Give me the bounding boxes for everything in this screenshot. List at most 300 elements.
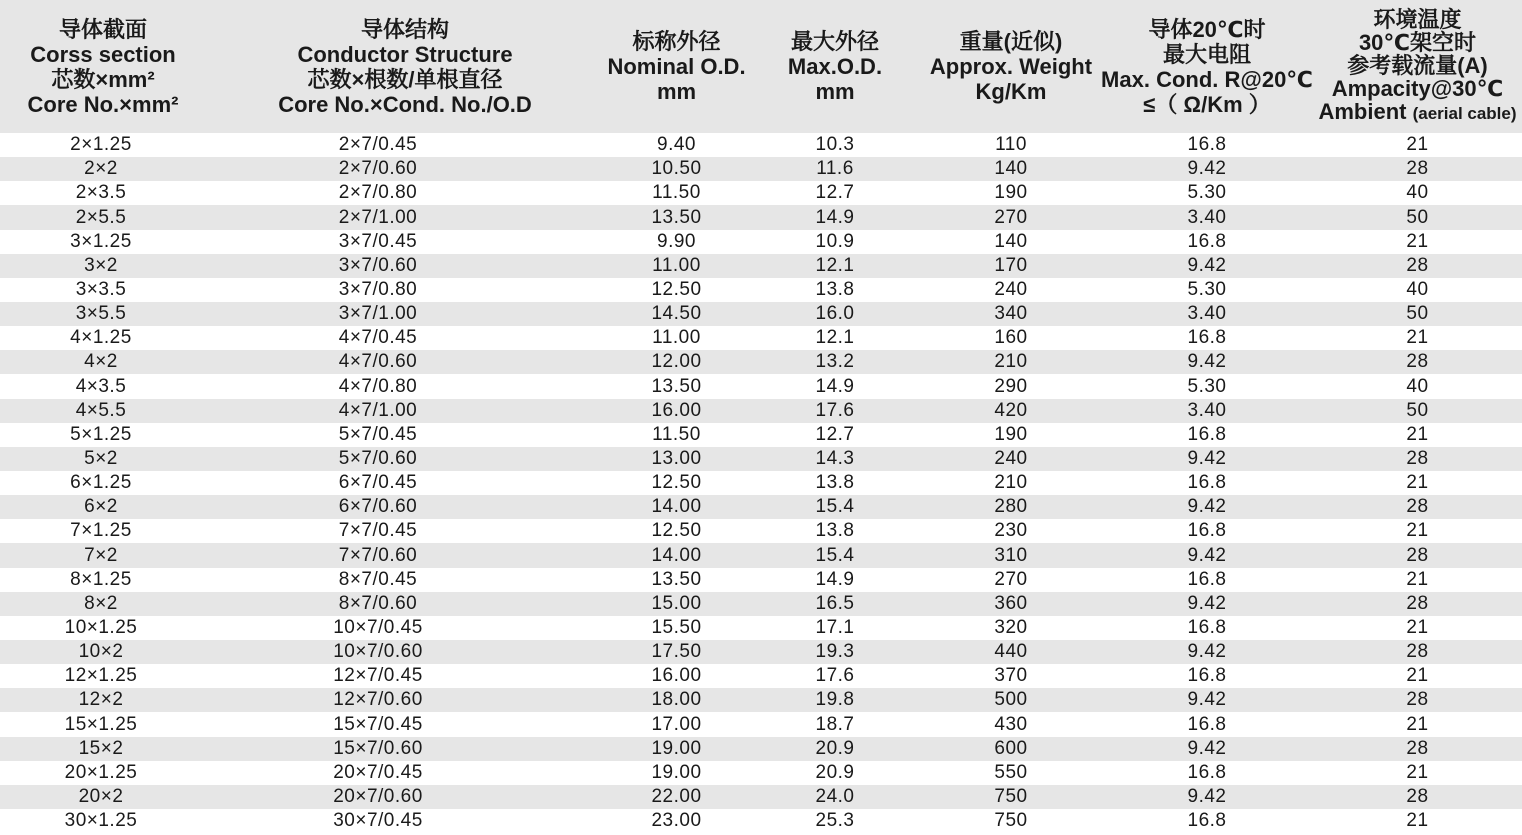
header-line: Kg/Km — [975, 79, 1047, 104]
resistance-cell: 3.40 — [1187, 206, 1227, 228]
weight-cell: 290 — [994, 375, 1028, 397]
nominal-od-cell: 9.40 — [657, 134, 696, 156]
table-header — [0, 0, 1522, 133]
conductor-structure-cell-text: 30×7/0.45 — [333, 810, 423, 832]
nominal-od-cell: 22.00 — [651, 785, 702, 807]
cross-section-cell-text: 4×1.25 — [70, 327, 132, 349]
max-od-cell: 17.6 — [815, 399, 855, 421]
header-line-ambient: Ambient — [1318, 99, 1407, 124]
conductor-structure-cell-text: 8×7/0.60 — [338, 592, 418, 614]
cross-section-cell — [0, 326, 206, 350]
max-od-cell: 10.9 — [815, 230, 855, 252]
weight-cell: 550 — [994, 761, 1028, 783]
conductor-structure-cell-text: 2×7/1.00 — [338, 206, 418, 228]
header-line — [1313, 100, 1522, 125]
nominal-od-cell: 11.50 — [652, 423, 701, 445]
nominal-od-cell: 11.00 — [652, 327, 701, 349]
weight-cell: 430 — [994, 713, 1028, 735]
table-row — [0, 230, 1522, 254]
conductor-structure-cell — [206, 616, 604, 640]
resistance-cell: 3.40 — [1187, 399, 1227, 421]
ampacity-cell: 21 — [1406, 713, 1429, 735]
header-line: 芯数×根数/单根直径 — [307, 66, 503, 92]
cross-section-cell — [0, 302, 206, 326]
header-line-aerial: (aerial cable) — [1412, 104, 1517, 123]
header-line: 导体结构 — [360, 16, 449, 42]
table-row — [0, 568, 1522, 592]
table-row — [0, 157, 1522, 181]
resistance-cell: 3.40 — [1187, 303, 1227, 325]
table-row — [0, 737, 1522, 761]
table-row — [0, 350, 1522, 374]
table-row — [0, 471, 1522, 495]
weight-cell: 500 — [994, 689, 1028, 711]
nominal-od-cell: 16.00 — [651, 665, 702, 687]
conductor-structure-cell-text: 5×7/0.60 — [338, 447, 418, 469]
cross-section-cell — [0, 616, 206, 640]
nominal-od-cell: 17.00 — [651, 713, 702, 735]
resistance-cell: 5.30 — [1187, 278, 1227, 300]
cross-section-cell-text: 15×2 — [78, 737, 124, 759]
cross-section-cell-text: 8×2 — [84, 592, 118, 614]
max-od-cell: 17.6 — [815, 665, 855, 687]
header-line: ≤（ Ω/Km ） — [1143, 91, 1271, 117]
nominal-od-cell: 19.00 — [651, 737, 702, 759]
cross-section-cell — [0, 809, 206, 833]
table-row — [0, 809, 1522, 833]
conductor-structure-cell — [206, 761, 604, 785]
weight-cell: 270 — [994, 568, 1028, 590]
max-od-cell: 14.9 — [815, 568, 855, 590]
weight-cell: 170 — [994, 254, 1028, 276]
weight-cell: 190 — [994, 182, 1028, 204]
ampacity-cell: 21 — [1406, 520, 1429, 542]
weight-cell: 600 — [994, 737, 1028, 759]
max-od-cell: 14.9 — [815, 206, 855, 228]
max-od-cell: 13.8 — [815, 520, 855, 542]
cross-section-cell — [0, 543, 206, 567]
header-conductor-structure — [206, 0, 604, 133]
max-od-cell: 15.4 — [815, 544, 855, 566]
table-row — [0, 592, 1522, 616]
ampacity-cell: 40 — [1406, 182, 1429, 204]
conductor-structure-cell-text: 6×7/0.60 — [338, 496, 418, 518]
max-od-cell: 24.0 — [815, 785, 855, 807]
nominal-od-cell: 12.50 — [651, 472, 702, 494]
resistance-cell: 16.8 — [1187, 327, 1227, 349]
conductor-structure-cell — [206, 230, 604, 254]
conductor-structure-cell-text: 4×7/0.80 — [338, 375, 418, 397]
cross-section-cell-text: 2×2 — [84, 158, 118, 180]
conductor-structure-cell-text: 4×7/0.45 — [338, 327, 418, 349]
ampacity-cell: 21 — [1406, 472, 1429, 494]
ampacity-cell: 21 — [1406, 616, 1429, 638]
cross-section-cell — [0, 664, 206, 688]
table-row — [0, 616, 1522, 640]
cross-section-cell — [0, 737, 206, 761]
cross-section-cell — [0, 157, 206, 181]
table-row — [0, 688, 1522, 712]
cross-section-cell — [0, 761, 206, 785]
table-row — [0, 133, 1522, 157]
weight-cell: 360 — [994, 592, 1028, 614]
resistance-cell: 9.42 — [1187, 641, 1227, 663]
max-od-cell: 16.5 — [815, 592, 855, 614]
cross-section-cell-text: 8×1.25 — [70, 568, 132, 590]
max-od-cell: 25.3 — [815, 810, 855, 832]
header-approx-weight — [921, 0, 1101, 133]
header-nominal-od — [604, 0, 749, 133]
cross-section-cell-text: 4×2 — [84, 351, 118, 373]
table-row — [0, 254, 1522, 278]
conductor-structure-cell-text: 7×7/0.60 — [338, 544, 418, 566]
conductor-structure-cell — [206, 423, 604, 447]
conductor-structure-cell — [206, 809, 604, 833]
max-od-cell: 12.7 — [815, 182, 855, 204]
resistance-cell: 9.42 — [1187, 737, 1227, 759]
max-od-cell: 12.1 — [815, 327, 855, 349]
conductor-structure-cell — [206, 785, 604, 809]
table-row — [0, 447, 1522, 471]
conductor-structure-cell — [206, 664, 604, 688]
conductor-structure-cell — [206, 712, 604, 736]
header-line: Core No.×mm² — [27, 91, 179, 117]
cross-section-cell-text: 7×2 — [84, 544, 118, 566]
conductor-structure-cell — [206, 205, 604, 229]
max-od-cell: 10.3 — [815, 134, 855, 156]
ampacity-cell: 28 — [1406, 496, 1429, 518]
header-line: 标称外径 — [632, 29, 721, 54]
ampacity-cell: 28 — [1406, 254, 1429, 276]
conductor-structure-cell — [206, 688, 604, 712]
header-line: mm — [656, 79, 697, 104]
resistance-cell: 16.8 — [1187, 230, 1227, 252]
conductor-structure-cell — [206, 543, 604, 567]
nominal-od-cell: 16.00 — [651, 399, 702, 421]
header-line: 导体截面 — [58, 16, 147, 42]
cross-section-cell-text: 12×2 — [78, 689, 124, 711]
conductor-structure-cell — [206, 278, 604, 302]
cross-section-cell-text: 5×2 — [84, 447, 118, 469]
table-row — [0, 519, 1522, 543]
weight-cell: 750 — [994, 785, 1028, 807]
resistance-cell: 9.42 — [1187, 544, 1227, 566]
ampacity-cell: 21 — [1406, 134, 1429, 156]
conductor-structure-cell-text: 6×7/0.45 — [338, 472, 418, 494]
conductor-structure-cell — [206, 181, 604, 205]
conductor-structure-cell-text: 15×7/0.60 — [333, 737, 423, 759]
cross-section-cell — [0, 133, 206, 157]
header-line: Approx. Weight — [929, 54, 1093, 79]
nominal-od-cell: 13.50 — [651, 375, 702, 397]
conductor-structure-cell — [206, 157, 604, 181]
cross-section-cell-text: 6×1.25 — [70, 472, 132, 494]
ampacity-cell: 28 — [1406, 592, 1429, 614]
nominal-od-cell: 14.50 — [651, 303, 702, 325]
nominal-od-cell: 11.00 — [652, 254, 701, 276]
table-row — [0, 712, 1522, 736]
ampacity-cell: 21 — [1406, 230, 1429, 252]
conductor-structure-cell — [206, 495, 604, 519]
nominal-od-cell: 9.90 — [657, 230, 696, 252]
header-line: 芯数×mm² — [51, 66, 155, 92]
cross-section-cell-text: 2×5.5 — [75, 206, 127, 228]
header-line: Ampacity@30℃ — [1331, 76, 1504, 101]
cross-section-cell-text: 2×3.5 — [75, 182, 127, 204]
conductor-structure-cell-text: 2×7/0.60 — [338, 158, 418, 180]
resistance-cell: 16.8 — [1187, 665, 1227, 687]
weight-cell: 240 — [994, 278, 1028, 300]
ampacity-cell: 21 — [1406, 761, 1429, 783]
ampacity-cell: 28 — [1406, 447, 1429, 469]
resistance-cell: 16.8 — [1187, 423, 1227, 445]
weight-cell: 750 — [994, 810, 1028, 832]
cross-section-cell — [0, 205, 206, 229]
cross-section-cell — [0, 447, 206, 471]
ampacity-cell: 40 — [1406, 375, 1429, 397]
weight-cell: 270 — [994, 206, 1028, 228]
max-od-cell: 14.3 — [815, 447, 855, 469]
conductor-structure-cell — [206, 737, 604, 761]
conductor-structure-cell — [206, 350, 604, 374]
weight-cell: 340 — [994, 303, 1028, 325]
cross-section-cell-text: 20×1.25 — [64, 761, 138, 783]
resistance-cell: 16.8 — [1187, 761, 1227, 783]
max-od-cell: 16.0 — [815, 303, 855, 325]
cross-section-cell — [0, 254, 206, 278]
conductor-structure-cell — [206, 326, 604, 350]
table-row — [0, 761, 1522, 785]
cross-section-cell-text: 20×2 — [78, 785, 124, 807]
cross-section-cell — [0, 399, 206, 423]
nominal-od-cell: 13.50 — [651, 206, 702, 228]
weight-cell: 140 — [994, 158, 1028, 180]
nominal-od-cell: 17.50 — [651, 641, 702, 663]
conductor-structure-cell-text: 2×7/0.45 — [338, 134, 418, 156]
ampacity-cell: 28 — [1406, 785, 1429, 807]
resistance-cell: 9.42 — [1187, 351, 1227, 373]
header-max-od — [749, 0, 921, 133]
resistance-cell: 9.42 — [1187, 158, 1227, 180]
resistance-cell: 16.8 — [1187, 810, 1227, 832]
weight-cell: 370 — [994, 665, 1028, 687]
header-line: 30℃架空时 — [1358, 30, 1477, 55]
cross-section-cell — [0, 712, 206, 736]
max-od-cell: 20.9 — [815, 761, 855, 783]
table-row — [0, 640, 1522, 664]
table-body — [0, 133, 1522, 833]
ampacity-cell: 28 — [1406, 158, 1429, 180]
cross-section-cell-text: 4×5.5 — [75, 399, 127, 421]
header-line: 参考载流量(A) — [1347, 53, 1488, 78]
cross-section-cell — [0, 423, 206, 447]
conductor-structure-cell — [206, 254, 604, 278]
max-od-cell: 15.4 — [815, 496, 855, 518]
cross-section-cell-text: 5×1.25 — [70, 423, 132, 445]
weight-cell: 110 — [995, 134, 1027, 156]
max-od-cell: 20.9 — [815, 737, 855, 759]
table-row — [0, 664, 1522, 688]
cross-section-cell-text: 12×1.25 — [64, 665, 138, 687]
conductor-structure-cell-text: 3×7/0.80 — [338, 278, 418, 300]
header-line: 重量(近似) — [959, 29, 1063, 54]
table-row — [0, 785, 1522, 809]
header-row — [0, 0, 1522, 133]
conductor-structure-cell-text: 10×7/0.60 — [333, 641, 423, 663]
cross-section-cell-text: 10×1.25 — [64, 616, 138, 638]
conductor-structure-cell-text: 3×7/1.00 — [338, 303, 418, 325]
nominal-od-cell: 14.00 — [651, 496, 702, 518]
cross-section-cell — [0, 230, 206, 254]
max-od-cell: 13.2 — [815, 351, 855, 373]
header-max-resistance — [1101, 0, 1313, 133]
weight-cell: 240 — [994, 447, 1028, 469]
ampacity-cell: 28 — [1406, 689, 1429, 711]
ampacity-cell: 28 — [1406, 351, 1429, 373]
conductor-structure-cell — [206, 374, 604, 398]
cross-section-cell — [0, 688, 206, 712]
nominal-od-cell: 15.50 — [651, 616, 702, 638]
ampacity-cell: 28 — [1406, 737, 1429, 759]
weight-cell: 230 — [994, 520, 1028, 542]
conductor-structure-cell — [206, 592, 604, 616]
cross-section-cell — [0, 471, 206, 495]
resistance-cell: 9.42 — [1187, 254, 1227, 276]
table-row — [0, 543, 1522, 567]
resistance-cell: 16.8 — [1187, 568, 1227, 590]
conductor-structure-cell — [206, 399, 604, 423]
table-row — [0, 302, 1522, 326]
resistance-cell: 9.42 — [1187, 496, 1227, 518]
nominal-od-cell: 11.50 — [652, 182, 701, 204]
conductor-structure-cell-text: 3×7/0.45 — [338, 230, 418, 252]
max-od-cell: 19.3 — [815, 641, 855, 663]
resistance-cell: 16.8 — [1187, 134, 1227, 156]
header-line: 最大外径 — [790, 29, 879, 54]
nominal-od-cell: 12.00 — [651, 351, 702, 373]
max-od-cell: 11.6 — [816, 158, 854, 180]
cross-section-cell — [0, 519, 206, 543]
conductor-structure-cell — [206, 640, 604, 664]
header-line: mm — [815, 79, 855, 104]
table-row — [0, 278, 1522, 302]
header-line: Max.O.D. — [787, 54, 883, 79]
conductor-structure-cell-text: 2×7/0.80 — [338, 182, 418, 204]
ampacity-cell: 50 — [1406, 206, 1429, 228]
cross-section-cell — [0, 181, 206, 205]
cross-section-cell-text: 30×1.25 — [64, 810, 138, 832]
conductor-structure-cell — [206, 519, 604, 543]
table-row — [0, 181, 1522, 205]
conductor-structure-cell-text: 5×7/0.45 — [338, 423, 418, 445]
conductor-structure-cell-text: 20×7/0.45 — [333, 761, 423, 783]
conductor-structure-cell-text: 4×7/0.60 — [338, 351, 418, 373]
cross-section-cell — [0, 278, 206, 302]
conductor-structure-cell-text: 15×7/0.45 — [333, 713, 423, 735]
conductor-structure-cell-text: 4×7/1.00 — [338, 399, 418, 421]
conductor-structure-cell-text: 10×7/0.45 — [333, 616, 423, 638]
conductor-structure-cell — [206, 568, 604, 592]
resistance-cell: 16.8 — [1187, 472, 1227, 494]
max-od-cell: 12.7 — [815, 423, 855, 445]
cross-section-cell — [0, 495, 206, 519]
cross-section-cell-text: 4×3.5 — [75, 375, 127, 397]
header-line: Conductor Structure — [297, 41, 513, 67]
cross-section-cell — [0, 640, 206, 664]
header-line: 最大电阻 — [1162, 41, 1251, 67]
weight-cell: 280 — [994, 496, 1028, 518]
max-od-cell: 14.9 — [815, 375, 855, 397]
header-line: 环境温度 — [1373, 7, 1462, 32]
ampacity-cell: 50 — [1406, 303, 1429, 325]
conductor-structure-cell — [206, 471, 604, 495]
nominal-od-cell: 15.00 — [651, 592, 702, 614]
weight-cell: 210 — [994, 351, 1028, 373]
ampacity-cell: 40 — [1406, 278, 1429, 300]
header-line: Corss section — [30, 41, 176, 67]
conductor-structure-cell — [206, 447, 604, 471]
nominal-od-cell: 19.00 — [651, 761, 702, 783]
max-od-cell: 12.1 — [815, 254, 855, 276]
cross-section-cell-text: 2×1.25 — [70, 134, 132, 156]
cross-section-cell-text: 3×1.25 — [70, 230, 132, 252]
table-row — [0, 423, 1522, 447]
header-ampacity — [1313, 0, 1522, 133]
nominal-od-cell: 13.50 — [651, 568, 702, 590]
nominal-od-cell: 13.00 — [651, 447, 702, 469]
cross-section-cell-text: 7×1.25 — [70, 520, 132, 542]
conductor-structure-cell — [206, 302, 604, 326]
nominal-od-cell: 18.00 — [651, 689, 702, 711]
header-cross-section — [0, 0, 206, 133]
header-line: Nominal O.D. — [607, 54, 746, 79]
max-od-cell: 13.8 — [815, 472, 855, 494]
cross-section-cell-text: 3×3.5 — [75, 278, 127, 300]
resistance-cell: 16.8 — [1187, 616, 1227, 638]
ampacity-cell: 21 — [1406, 665, 1429, 687]
header-line: 导体20℃时 — [1148, 16, 1266, 42]
weight-cell: 140 — [994, 230, 1028, 252]
ampacity-cell: 21 — [1406, 568, 1429, 590]
weight-cell: 160 — [994, 327, 1028, 349]
nominal-od-cell: 10.50 — [651, 158, 702, 180]
table-row — [0, 495, 1522, 519]
resistance-cell: 9.42 — [1187, 592, 1227, 614]
weight-cell: 420 — [994, 399, 1028, 421]
weight-cell: 210 — [994, 472, 1028, 494]
resistance-cell: 5.30 — [1187, 182, 1227, 204]
weight-cell: 190 — [994, 423, 1028, 445]
table-row — [0, 374, 1522, 398]
conductor-structure-cell-text: 12×7/0.60 — [333, 689, 423, 711]
ampacity-cell: 21 — [1406, 423, 1429, 445]
max-od-cell: 18.7 — [815, 713, 855, 735]
cross-section-cell-text: 10×2 — [78, 641, 124, 663]
cross-section-cell-text: 3×2 — [84, 254, 118, 276]
max-od-cell: 13.8 — [815, 278, 855, 300]
cross-section-cell — [0, 785, 206, 809]
nominal-od-cell: 23.00 — [651, 810, 702, 832]
cross-section-cell-text: 6×2 — [84, 496, 118, 518]
ampacity-cell: 21 — [1406, 810, 1429, 832]
ampacity-cell: 21 — [1406, 327, 1429, 349]
cross-section-cell-text: 3×5.5 — [75, 303, 127, 325]
resistance-cell: 9.42 — [1187, 447, 1227, 469]
resistance-cell: 9.42 — [1187, 785, 1227, 807]
ampacity-cell: 28 — [1406, 641, 1429, 663]
cross-section-cell — [0, 350, 206, 374]
cross-section-cell — [0, 592, 206, 616]
